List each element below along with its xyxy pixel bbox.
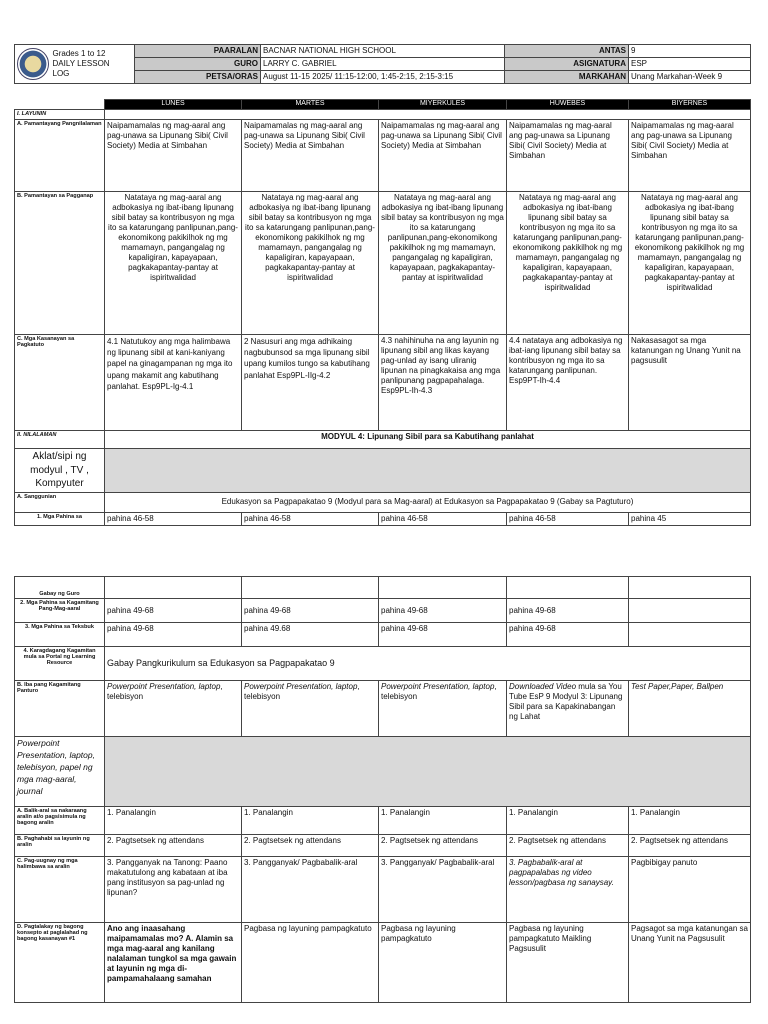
kagamitan-cell: pahina 49-68 xyxy=(379,599,507,623)
kasanayan-cell: Nakasasagot sa mga katanungan ng Unang Yunit na pagsusulit xyxy=(629,335,751,431)
petsa-value: August 11-15 2025/ 11:15-12:00, 1:45-2:15, 2:15-3:15 xyxy=(261,71,505,84)
pahina-cell: pahina 46-58 xyxy=(242,512,379,525)
asignatura-label: ASIGNATURA xyxy=(505,58,629,71)
pagtalakay-cell: Pagbasa ng layuning pampagkatuto xyxy=(379,923,507,1003)
pagganap-cell: Natataya ng mag-aaral ang adbokasiya ng ibat-ibang lipunang sibil batay sa kontribusyon ng mga ito sa katarungang panlipunan,pang-ekonomikong pakikilhok ng mg mamamayn, pangangalag ng kapaligiran, kapayapaan, pagkakapantay-pantay at ispiritwalidad xyxy=(629,192,751,335)
day-header-biyernes: BIYERNES xyxy=(629,100,751,110)
pangnilalaman-cell: Naipamamalas ng mag-aaral ang pag-unawa sa Lipunang Sibi( Civil Society) Media at Simbahan xyxy=(507,120,629,192)
pag-uugnay-label: C. Pag-uugnay ng mga halimbawa sa aralin xyxy=(15,857,105,923)
pagganap-cell: Natataya ng mag-aaral ang adbokasiya ng ibat-ibang lipunang sibil batay sa kontribusyon ng mga ito sa katarungang panlipunan,pang-ekonomikong pakikilhok ng mg mamamayn, pangangalag ng kapaligiran, kapayapaan, pagkakapantay-pantay at ispiritwalidad xyxy=(507,192,629,335)
balik-aral-cell: 1. Panalangin xyxy=(242,807,379,835)
pagtalakay-cell: Pagsagot sa mga katanungan sa Unang Yunit na Pagsusulit xyxy=(629,923,751,1003)
ppt-note: Powerpoint Presentation, laptop, telebisyon, papel ng mga mag-aaral, journal xyxy=(15,737,105,807)
pangnilalaman-cell: Naipamamalas ng mag-aaral ang pag-unawa sa Lipunang Sibi( Civil Society) Media at Simbahan xyxy=(629,120,751,192)
pangnilalaman-cell: Naipamamalas ng mag-aaral ang pag-unawa sa Lipunang Sibi( Civil Society) Media at Simbahan xyxy=(105,120,242,192)
markahan-value: Unang Markahan-Week 9 xyxy=(629,71,751,84)
teksbuk-cell: pahina 49-68 xyxy=(507,623,629,647)
paaralan-label: PAARALAN xyxy=(135,45,261,58)
kagamitan-cell: pahina 49-68 xyxy=(105,599,242,623)
paghahabi-cell: 2. Pagtsetsek ng attendans xyxy=(507,835,629,857)
petsa-label: PETSA/ORAS xyxy=(135,71,261,84)
pag-uugnay-cell: 3. Pagbabalik-aral at pagpapalabas ng video lesson/pagbasa ng sanaysay. xyxy=(507,857,629,923)
kasanayan-cell: 4.3 nahihinuha na ang layunin ng lipunang sibil ang likas kayang pag-unlad ay isang uliranig lipunan na pinagkakaisa ang mga panlipunang pagpapahalaga. Esp9PL-Ih-4.3 xyxy=(379,335,507,431)
paghahabi-cell: 2. Pagtsetsek ng attendans xyxy=(629,835,751,857)
teksbuk-cell xyxy=(629,623,751,647)
pamantayang-pangnilalaman-label: A. Pamantayang Pangnilalaman xyxy=(15,120,105,192)
pagganap-cell: Natataya ng mag-aaral ang adbokasiya ng ibat-ibang lipunang sibil batay sa kontribusyon ng mga ito sa katarungang panlipunan,pang-ekonomikong pakikilhok ng mg mamamayn, pangangalag ng kapaligiran, kapayapaan, pagkakapantay-pantay at ispiritwalidad xyxy=(105,192,242,335)
pagtalakay-cell: Ano ang inaasahang maipamamalas mo? A. Alamin sa mga mag-aaral ang kanilang nalalaman tungkol sa mga gawain at layunin ng mga di-pampamahalaang samahan xyxy=(105,923,242,1003)
kasanayan-cell: 4.1 Natutukoy ang mga halimbawa ng lipunang sibil at kani-kaniyang papel na ginagampanan ng mga ito upang makamit ang kabutihang panlahat. Esp9PL-Ig-4.1 xyxy=(105,335,242,431)
paghahabi-cell: 2. Pagtsetsek ng attendans xyxy=(379,835,507,857)
balik-aral-cell: 1. Panalangin xyxy=(379,807,507,835)
balik-aral-cell: 1. Panalangin xyxy=(507,807,629,835)
pag-uugnay-cell: 3. Pangganyak na Tanong: Paano makatutulong ang kabataan at iba pang institusyon sa pag-unlad ng lipunan? xyxy=(105,857,242,923)
kagamitan-cell: pahina 49-68 xyxy=(242,599,379,623)
paaralan-value: BACNAR NATIONAL HIGH SCHOOL xyxy=(261,45,505,58)
karagdagang-kagamitan-label: 4. Karagdagang Kagamitan mula sa Portal ng Learning Resource xyxy=(15,647,105,681)
aklat-label: Aklat/sipi ng modyul , TV , Kompyuter xyxy=(15,449,105,493)
iba-kagamitan-cell: Powerpoint Presentation, laptop, telebisyon xyxy=(379,681,507,737)
kasanayan-cell: 2 Nasusuri ang mga adhikaing nagbubunsod sa mga lipunang sibil upang kumilos tungo sa kabutihang panlahat Esp9PL-IIg-4.2 xyxy=(242,335,379,431)
guro-label: GURO xyxy=(135,58,261,71)
lesson-table-page2 xyxy=(14,576,751,1003)
pahina-cell: pahina 45 xyxy=(629,512,751,525)
kagamitang-pang-mag-aaral-label: 2. Mga Pahina sa Kagamitang Pang-Mag-aaral xyxy=(15,599,105,623)
pahina-cell: pahina 46-58 xyxy=(379,512,507,525)
pahina-cell: pahina 46-58 xyxy=(507,512,629,525)
pahina-cell: pahina 46-58 xyxy=(105,512,242,525)
teksbuk-cell: pahina 49-68 xyxy=(105,623,242,647)
kagamitan-cell: pahina 49-68 xyxy=(507,599,629,623)
seal-icon xyxy=(17,48,49,80)
layunin-label: I. LAYUNIN xyxy=(15,110,105,120)
balik-aral-cell: 1. Panalangin xyxy=(629,807,751,835)
antas-value: 9 xyxy=(629,45,751,58)
sanggunian-label: A. Sanggunian xyxy=(15,492,105,512)
deped-seal xyxy=(15,45,51,84)
kagamitan-cell xyxy=(629,599,751,623)
balik-aral-label: A. Balik-aral sa nakaraang aralin at/o pagsisimula ng bagong aralin xyxy=(15,807,105,835)
paghahabi-label: B. Paghahabi sa layunin ng aralin xyxy=(15,835,105,857)
asignatura-value: ESP xyxy=(629,58,751,71)
log-title: DAILY LESSON LOG xyxy=(52,59,110,78)
day-header-huwebes: HUWEBES xyxy=(507,100,629,110)
pag-uugnay-cell: Pagbibigay panuto xyxy=(629,857,751,923)
nilalaman-label: II. NILALAMAN xyxy=(15,431,105,449)
teksbuk-cell: pahina 49.68 xyxy=(242,623,379,647)
pagtalakay-label: D. Pagtalakay ng bagong konsepto at paglalahad ng bagong kasanayan #1 xyxy=(15,923,105,1003)
paghahabi-cell: 2. Pagtsetsek ng attendans xyxy=(105,835,242,857)
lesson-table-page1 xyxy=(14,99,751,526)
day-header-martes: MARTES xyxy=(242,100,379,110)
header-table xyxy=(14,44,751,84)
pahina-label: 1. Mga Pahina sa xyxy=(15,512,105,525)
teksbuk-label: 3. Mga Pahina sa Teksbuk xyxy=(15,623,105,647)
iba-kagamitan-cell: Powerpoint Presentation, laptop, telebisyon xyxy=(105,681,242,737)
grades-text: Grades 1 to 12 xyxy=(52,49,106,58)
guro-value: LARRY C. GABRIEL xyxy=(261,58,505,71)
karagdagang-kagamitan-text: Gabay Pangkurikulum sa Edukasyon sa Pagpapakatao 9 xyxy=(105,647,751,681)
pagtalakay-cell: Pagbasa ng layuning pampagkatuto xyxy=(242,923,379,1003)
markahan-label: MARKAHAN xyxy=(505,71,629,84)
paghahabi-cell: 2. Pagtsetsek ng attendans xyxy=(242,835,379,857)
nilalaman-text: MODYUL 4: Lipunang Sibil para sa Kabutihang panlahat xyxy=(105,431,751,449)
day-header-lunes: LUNES xyxy=(105,100,242,110)
pamantayan-pagganap-label: B. Pamantayan sa Pagganap xyxy=(15,192,105,335)
pag-uugnay-cell: 3. Pangganyak/ Pagbabalik-aral xyxy=(242,857,379,923)
kasanayan-label: C. Mga Kasanayan sa Pagkatuto xyxy=(15,335,105,431)
pangnilalaman-cell: Naipamamalas ng mag-aaral ang pag-unawa sa Lipunang Sibi( Civil Society) Media at Simbahan xyxy=(379,120,507,192)
iba-kagamitan-cell: Test Paper,Paper, Ballpen xyxy=(629,681,751,737)
pag-uugnay-cell: 3. Pangganyak/ Pagbabalik-aral xyxy=(379,857,507,923)
kasanayan-cell: 4.4 natataya ang adbokasiya ng ibat-iang lipunang sibil batay sa kontribusyon ng mga ito sa katarungang panlipunan. Esp9PT-Ih-4.4 xyxy=(507,335,629,431)
pagtalakay-cell: Pagbasa ng layuning pampagkatuto Maikling Pagsusulit xyxy=(507,923,629,1003)
iba-pang-kagamitan-label: B. Iba pang Kagamitang Panturo xyxy=(15,681,105,737)
iba-kagamitan-cell: Powerpoint Presentation, laptop, telebisyon xyxy=(242,681,379,737)
teksbuk-cell: pahina 49-68 xyxy=(379,623,507,647)
sanggunian-text: Edukasyon sa Pagpapakatao 9 (Modyul para sa Mag-aaral) at Edukasyon sa Pagpapakatao 9 (Gabay sa Pagtuturo) xyxy=(105,492,751,512)
gabay-guro-label: Gabay ng Guro xyxy=(15,577,105,599)
pagganap-cell: Natataya ng mag-aaral ang adbokasiya ng ibat-ibang lipunang sibil batay sa kontribusyon ng mga ito sa katarungang panlipunan,pang-ekonomikong pakikilhok ng mg mamamayn, pangangalag ng kapaligiran, kapayapaan, pagkakapantay-pantay at ispiritwalidad xyxy=(379,192,507,335)
pagganap-cell: Natataya ng mag-aaral ang adbokasiya ng ibat-ibang lipunang sibil batay sa kontribusyon ng mga ito sa katarungang panlipunan,pang-ekonomikong pakikilhok ng mg mamamayn, pangangalag ng kapaligiran, kapayapaan, pagkakapantay-pantay at ispiritwalidad xyxy=(242,192,379,335)
iba-kagamitan-cell: Downloaded Video mula sa You Tube EsP 9 Modyul 3: Lipunang Sibil para sa Kapakinabangan ng Lahat xyxy=(507,681,629,737)
pangnilalaman-cell: Naipamamalas ng mag-aaral ang pag-unawa sa Lipunang Sibi( Civil Society) Media at Simbahan xyxy=(242,120,379,192)
balik-aral-cell: 1. Panalangin xyxy=(105,807,242,835)
day-header-miyerkules: MIYERKULES xyxy=(379,100,507,110)
antas-label: ANTAS xyxy=(505,45,629,58)
